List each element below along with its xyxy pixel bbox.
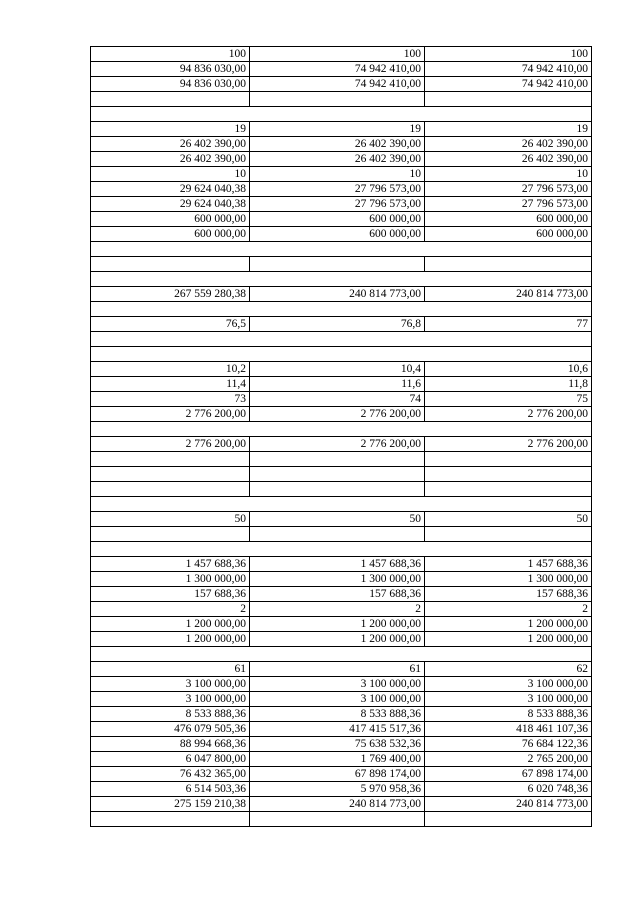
table-cell-col2: [250, 257, 425, 271]
table-cell-col3: [425, 467, 591, 481]
table-row: [90, 122, 592, 137]
table-cell-col3: 1 200 000,00: [527, 633, 588, 645]
table-cell-col2: 10,4: [250, 362, 425, 376]
table-cell-col2: 50: [250, 512, 425, 526]
table-cell-col1: 11,4: [91, 377, 250, 391]
table-cell-col1: 8 533 888,36: [91, 707, 250, 721]
table-row: [90, 602, 592, 617]
table-row: [90, 62, 592, 77]
table-row: [90, 542, 592, 557]
table-cell-col1: [91, 272, 250, 286]
table-cell-col1: 76 432 365,00: [91, 767, 250, 781]
table-row: [90, 692, 592, 707]
table-cell-col2: [250, 347, 425, 361]
table-row: [90, 137, 592, 152]
table-cell-col2: [250, 482, 425, 496]
table-row: [90, 782, 592, 797]
table-cell-col1: 3 100 000,00: [91, 677, 250, 691]
table-cell-col1: 2 776 200,00: [91, 407, 250, 421]
table-cell-col2: 3 100 000,00: [250, 677, 425, 691]
table-cell-col3: 3 100 000,00: [527, 693, 588, 705]
table-cell-col3: 157 688,36: [536, 588, 588, 600]
table-cell-col1: 476 079 505,36: [91, 722, 250, 736]
table-cell-col3: [425, 107, 591, 121]
table-cell-col2: 2 776 200,00: [250, 407, 425, 421]
table-cell-col1: 267 559 280,38: [91, 287, 250, 301]
table-cell-col3: 240 814 773,00: [516, 288, 588, 300]
table-row: [90, 437, 592, 452]
table-cell-col2: [250, 467, 425, 481]
table-cell-col1: [91, 107, 250, 121]
table-cell-col1: 61: [91, 662, 250, 676]
table-cell-col1: 50: [91, 512, 250, 526]
table-row: [90, 182, 592, 197]
table-cell-col1: [91, 497, 250, 511]
table-cell-col2: [250, 647, 425, 661]
table-cell-col3: 67 898 174,00: [521, 768, 588, 780]
table-cell-col1: [91, 332, 250, 346]
table-cell-col3: 1 457 688,36: [527, 558, 588, 570]
table-row: [90, 662, 592, 677]
table-cell-col3: 2 765 200,00: [527, 753, 588, 765]
table-row: [90, 392, 592, 407]
table-cell-col1: 6 047 800,00: [91, 752, 250, 766]
table-cell-col3: 2: [582, 603, 588, 615]
table-cell-col3: 2 776 200,00: [527, 438, 588, 450]
table-row: [90, 107, 592, 122]
table-cell-col1: [91, 527, 250, 541]
table-cell-col1: 6 514 503,36: [91, 782, 250, 796]
table-cell-col1: 600 000,00: [91, 212, 250, 226]
table-cell-col2: [250, 527, 425, 541]
table-cell-col3: [425, 542, 591, 556]
table-cell-col1: [91, 257, 250, 271]
table-row: [90, 752, 592, 767]
table-cell-col1: [91, 647, 250, 661]
table-row: [90, 332, 592, 347]
table-row: [90, 647, 592, 662]
table-cell-col1: 600 000,00: [91, 227, 250, 241]
table-cell-col2: 1 200 000,00: [250, 632, 425, 646]
table-cell-col2: 600 000,00: [250, 227, 425, 241]
table-cell-col3: 26 402 390,00: [521, 138, 588, 150]
table-cell-col1: [91, 452, 250, 466]
table-cell-col3: 75: [576, 393, 588, 405]
table-cell-col1: 29 624 040,38: [91, 197, 250, 211]
table-row: [90, 242, 592, 257]
table-row: [90, 767, 592, 782]
table-cell-col3: [425, 452, 591, 466]
table-cell-col2: [250, 272, 425, 286]
table-cell-col2: [250, 542, 425, 556]
table-cell-col3: [425, 497, 591, 511]
table-row: [90, 302, 592, 317]
table-row: [90, 512, 592, 527]
table-cell-col3: [425, 647, 591, 661]
table-row: [90, 707, 592, 722]
table-cell-col3: 74 942 410,00: [521, 78, 588, 90]
table-cell-col1: 73: [91, 392, 250, 406]
table-cell-col2: 1 769 400,00: [250, 752, 425, 766]
table-cell-col2: 8 533 888,36: [250, 707, 425, 721]
table-cell-col2: 27 796 573,00: [250, 182, 425, 196]
table-cell-col3: [425, 332, 591, 346]
table-cell-col1: 1 200 000,00: [91, 617, 250, 631]
table-cell-col1: 157 688,36: [91, 587, 250, 601]
table-cell-col2: [250, 107, 425, 121]
table-cell-col2: 74 942 410,00: [250, 62, 425, 76]
table-cell-col1: 94 836 030,00: [91, 62, 250, 76]
table-row: [90, 737, 592, 752]
table-row: [90, 347, 592, 362]
table-cell-col1: 88 994 668,36: [91, 737, 250, 751]
table-cell-col1: [91, 812, 250, 826]
table-cell-col2: [250, 302, 425, 316]
table-cell-col1: 26 402 390,00: [91, 152, 250, 166]
table-cell-col2: 27 796 573,00: [250, 197, 425, 211]
table-cell-col3: 19: [576, 123, 588, 135]
table-cell-col2: [250, 242, 425, 256]
table-row: [90, 632, 592, 647]
table-cell-col3: 600 000,00: [536, 228, 588, 240]
table-row: [90, 812, 592, 827]
table-cell-col3: 62: [576, 663, 588, 675]
table-cell-col1: 94 836 030,00: [91, 77, 250, 91]
table-cell-col3: [425, 527, 591, 541]
table-cell-col3: 100: [570, 48, 588, 60]
table-cell-col1: 76,5: [91, 317, 250, 331]
table-cell-col2: 1 300 000,00: [250, 572, 425, 586]
table-cell-col1: 100: [91, 47, 250, 61]
table-cell-col3: [425, 347, 591, 361]
table-cell-col2: [250, 452, 425, 466]
table-cell-col3: [425, 242, 591, 256]
table-cell-col3: 240 814 773,00: [516, 798, 588, 810]
table-cell-col1: 26 402 390,00: [91, 137, 250, 151]
table-cell-col3: 27 796 573,00: [521, 183, 588, 195]
table-cell-col1: [91, 467, 250, 481]
table-cell-col1: [91, 92, 250, 106]
table-cell-col2: 74: [250, 392, 425, 406]
table-cell-col3: [425, 302, 591, 316]
table-row: [90, 197, 592, 212]
table-row: [90, 557, 592, 572]
table-cell-col1: 1 300 000,00: [91, 572, 250, 586]
table-row: [90, 287, 592, 302]
table-cell-col2: 75 638 532,36: [250, 737, 425, 751]
table-row: [90, 722, 592, 737]
table-row: [90, 257, 592, 272]
table-cell-col1: 2 776 200,00: [91, 437, 250, 451]
table-cell-col1: 29 624 040,38: [91, 182, 250, 196]
table-cell-col2: [250, 332, 425, 346]
table-row: [90, 452, 592, 467]
table-cell-col1: [91, 542, 250, 556]
table-cell-col1: 2: [91, 602, 250, 616]
table-row: [90, 212, 592, 227]
table-cell-col2: 1 457 688,36: [250, 557, 425, 571]
table-cell-col1: [91, 242, 250, 256]
table-cell-col3: 11,8: [568, 378, 588, 390]
table-row: [90, 587, 592, 602]
table-cell-col2: 100: [250, 47, 425, 61]
table-cell-col2: [250, 422, 425, 436]
table-cell-col3: 418 461 107,36: [516, 723, 588, 735]
data-table: [90, 46, 592, 827]
table-cell-col3: 10,6: [567, 363, 588, 375]
table-cell-col2: 10: [250, 167, 425, 181]
table-cell-col3: 76 684 122,36: [521, 738, 588, 750]
table-cell-col3: 600 000,00: [536, 213, 588, 225]
table-cell-col1: 275 159 210,38: [91, 797, 250, 811]
table-cell-col2: 11,6: [250, 377, 425, 391]
table-row: [90, 677, 592, 692]
table-cell-col2: 26 402 390,00: [250, 137, 425, 151]
table-row: [90, 482, 592, 497]
table-row: [90, 152, 592, 167]
table-row: [90, 167, 592, 182]
table-cell-col1: 1 200 000,00: [91, 632, 250, 646]
table-cell-col2: [250, 92, 425, 106]
table-cell-col3: 27 796 573,00: [521, 198, 588, 210]
table-cell-col2: 240 814 773,00: [250, 797, 425, 811]
table-row: [90, 272, 592, 287]
table-cell-col3: [425, 482, 591, 496]
table-cell-col2: 74 942 410,00: [250, 77, 425, 91]
table-row: [90, 227, 592, 242]
table-cell-col3: [425, 272, 591, 286]
table-cell-col3: 77: [576, 318, 588, 330]
table-cell-col1: 19: [91, 122, 250, 136]
table-row: [90, 572, 592, 587]
table-cell-col1: 3 100 000,00: [91, 692, 250, 706]
table-cell-col3: 50: [576, 513, 588, 525]
table-row: [90, 467, 592, 482]
table-cell-col3: [425, 257, 591, 271]
table-cell-col1: 10: [91, 167, 250, 181]
table-cell-col1: [91, 347, 250, 361]
table-row: [90, 617, 592, 632]
table-cell-col2: 2: [250, 602, 425, 616]
table-row: [90, 407, 592, 422]
table-cell-col3: [425, 422, 591, 436]
table-cell-col2: 76,8: [250, 317, 425, 331]
table-cell-col2: 19: [250, 122, 425, 136]
table-cell-col2: [250, 812, 425, 826]
table-cell-col2: [250, 497, 425, 511]
table-cell-col3: 26 402 390,00: [521, 153, 588, 165]
table-row: [90, 77, 592, 92]
table-cell-col2: 67 898 174,00: [250, 767, 425, 781]
table-cell-col1: [91, 302, 250, 316]
table-row: [90, 362, 592, 377]
table-cell-col1: 1 457 688,36: [91, 557, 250, 571]
table-cell-col2: 1 200 000,00: [250, 617, 425, 631]
table-row: [90, 422, 592, 437]
table-cell-col3: 74 942 410,00: [521, 63, 588, 75]
table-cell-col2: 157 688,36: [250, 587, 425, 601]
table-row: [90, 92, 592, 107]
table-cell-col1: [91, 482, 250, 496]
table-cell-col2: 600 000,00: [250, 212, 425, 226]
table-cell-col2: 5 970 958,36: [250, 782, 425, 796]
table-row: [90, 497, 592, 512]
table-cell-col3: 2 776 200,00: [527, 408, 588, 420]
table-row: [90, 47, 592, 62]
table-cell-col2: 2 776 200,00: [250, 437, 425, 451]
table-cell-col3: 10: [576, 168, 588, 180]
table-cell-col1: 10,2: [91, 362, 250, 376]
table-cell-col3: [425, 812, 591, 826]
table-cell-col3: 8 533 888,36: [527, 708, 588, 720]
table-cell-col2: 26 402 390,00: [250, 152, 425, 166]
table-cell-col2: 3 100 000,00: [250, 692, 425, 706]
table-cell-col3: 6 020 748,36: [527, 783, 588, 795]
table-row: [90, 527, 592, 542]
table-row: [90, 377, 592, 392]
table-cell-col2: 417 415 517,36: [250, 722, 425, 736]
table-row: [90, 797, 592, 812]
table-cell-col3: 1 300 000,00: [527, 573, 588, 585]
table-row: [90, 317, 592, 332]
table-cell-col2: 240 814 773,00: [250, 287, 425, 301]
table-cell-col3: [425, 92, 591, 106]
table-cell-col2: 61: [250, 662, 425, 676]
table-cell-col1: [91, 422, 250, 436]
table-cell-col3: 1 200 000,00: [527, 618, 588, 630]
table-cell-col3: 3 100 000,00: [527, 678, 588, 690]
